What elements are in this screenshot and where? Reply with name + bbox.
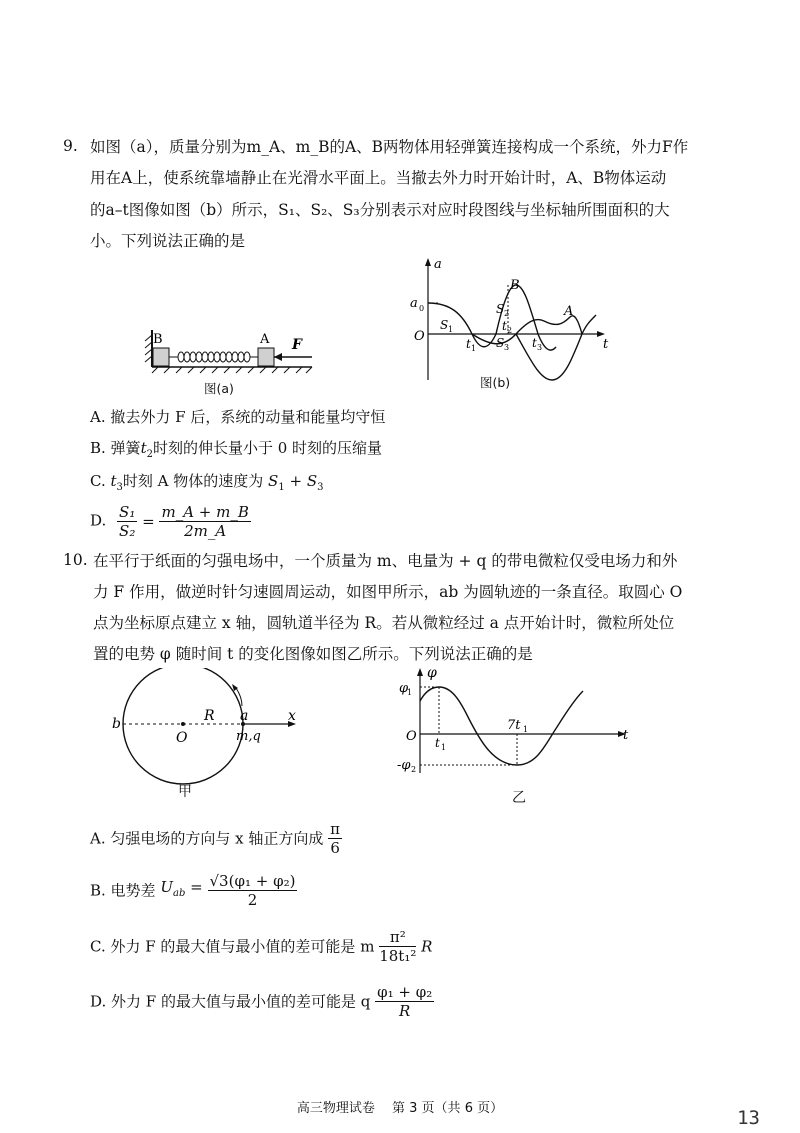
q10-option-A [90, 820, 342, 857]
q9-option-B-post: 时刻的伸长量小于 0 时刻的压缩量 [152, 439, 383, 457]
fig-b-S2: S [496, 302, 505, 316]
fig-b-curve-A: A [564, 304, 574, 319]
q10-option-B-num: √3(φ₁ + φ₂) [209, 872, 296, 890]
q9-option-A: A. 撤去外力 F 后，系统的动量和能量均守恒 [90, 408, 386, 426]
q10-option-A-den: 6 [330, 839, 340, 857]
fig-a-caption: 图(a) [204, 381, 234, 396]
q10-stem-line-3: 点为坐标原点建立 x 轴，圆轨道半径为 R。若从微粒经过 a 点开始计时，微粒所处位 [93, 614, 675, 632]
page-footer: 高三物理试卷 第 3 页（共 6 页） [296, 1101, 504, 1116]
q10-option-C-post: R [421, 937, 433, 956]
q9-option-D-rhs-den: 2m_A [184, 522, 227, 540]
fig-b-S1: S [440, 318, 449, 332]
figure-b-a-t-graph [400, 255, 620, 385]
fig-yi-caption: 乙 [512, 790, 526, 806]
q9-option-D-lhs-num: S₁ [119, 503, 136, 521]
fig-b-curve-B: B [510, 278, 520, 293]
q9-option-C: C. $t_3$时刻 A 物体的速度为 $S_1 + S_3$ [90, 472, 324, 493]
fig-b-axis-a: a [434, 257, 442, 272]
q9-stem-line-4: 小。下列说法正确的是 [90, 232, 246, 250]
fig-b-t3: t [532, 336, 537, 350]
q10-option-A-pre: A. 匀强电场的方向与 x 轴正方向成 [90, 829, 324, 848]
fig-b-t1-sub: 1 [471, 344, 477, 353]
fig-jia-caption: 甲 [178, 784, 192, 800]
fig-yi-7t1: 7t [507, 718, 521, 733]
fig-jia-R: R [204, 708, 215, 724]
fig-b-S1-sub: 1 [448, 325, 454, 334]
figure-jia-circle [110, 668, 310, 788]
q10-option-B: B. 电势差 $U_{ab}$ = $\frac{\text{√3(φ₁ + φ₂)}}{2}$ [90, 872, 296, 909]
fig-jia-x: x [288, 708, 296, 724]
fig-b-axis-t: t [603, 337, 609, 352]
q9-option-B-pre: B. 弹簧 [90, 439, 141, 457]
fig-yi-phi1: φ [399, 681, 409, 696]
q10-stem-line-1: 在平行于纸面的匀强电场中，一个质量为 m、电量为 + q 的带电微粒仅受电场力和外 [93, 552, 678, 570]
fig-b-S3-sub: 3 [504, 343, 510, 352]
fig-jia-a: a [240, 708, 249, 724]
fig-yi-t1: t [435, 736, 440, 750]
q10-stem-line-2: 力 F 作用，做逆时针匀速圆周运动，如图甲所示，ab 为圆轨迹的一条直径。取圆心 O [93, 583, 683, 601]
fig-b-S3: S [496, 336, 505, 350]
fig-a-label-F: F [292, 337, 302, 353]
fig-yi-phi2-sub: 2 [411, 765, 417, 774]
q9-stem-line-3: 的a–t图像如图（b）所示，S₁、S₂、S₃分别表示对应时段图线与坐标轴所围面积的大 [90, 201, 670, 219]
fig-yi-7t1-sub: 1 [523, 725, 529, 734]
q9-option-D: D. $\frac{\text{S₁}}{\text{S₂}}$ = $\frac{m\_A + m\_B}{2m\_A}$ [90, 503, 249, 540]
fig-b-t3-sub: 3 [537, 343, 543, 352]
q9-option-B: B. 弹簧$t_2$时刻的伸长量小于 0 时刻的压缩量 [90, 439, 383, 460]
fig-jia-O: O [176, 730, 188, 746]
q10-option-D-den: R [399, 1002, 411, 1020]
fig-yi-phi1-sub: 1 [407, 688, 413, 697]
figure-yi-phi-t-graph [395, 665, 640, 780]
q9-option-C-mid: 时刻 A 物体的速度为 [122, 472, 264, 490]
fig-b-t1: t [466, 337, 471, 351]
q9-stem-line-1: 如图（a），质量分别为m_A、m_B的A、B两物体用轻弹簧连接构成一个系统，外力F作 [90, 138, 689, 156]
question-9-number: 9. [63, 137, 78, 155]
fig-jia-b: b [112, 716, 121, 732]
q10-option-A-num: π [330, 820, 341, 838]
q10-option-D-num: φ₁ + φ₂ [377, 983, 433, 1001]
q10-option-D [90, 983, 434, 1020]
q10-option-C-pre: C. 外力 F 的最大值与最小值的差可能是 m [90, 937, 375, 956]
q10-option-D-pre: D. 外力 F 的最大值与最小值的差可能是 q [90, 992, 371, 1011]
fig-a-label-B: B [153, 332, 163, 347]
q10-option-B-pre: B. 电势差 [90, 881, 156, 900]
fig-yi-axis-phi: φ [427, 665, 437, 681]
q10-option-C-num: π² [379, 928, 416, 947]
fig-b-t2: t [502, 319, 507, 333]
q9-option-D-lhs-den: S₂ [119, 522, 136, 540]
q9-stem-line-2: 用在A上，使系统靠墙静止在光滑水平面上。当撤去外力时开始计时，A、B物体运动 [90, 169, 667, 187]
fig-b-a0-sub: 0 [419, 304, 425, 313]
fig-b-t2-sub: 2 [507, 326, 513, 335]
fig-yi-origin: O [406, 729, 417, 744]
page-number: 13 [737, 1107, 760, 1129]
fig-b-caption: 图(b) [480, 375, 511, 390]
fig-a-label-A: A [260, 332, 270, 347]
fig-yi-t1-sub: 1 [441, 743, 447, 752]
question-10-number: 10. [63, 551, 88, 569]
q9-option-C-pre: C. [90, 472, 111, 490]
fig-b-S2-sub: 2 [504, 309, 510, 318]
fig-jia-mq: m,q [236, 729, 261, 744]
fig-b-origin: O [414, 329, 425, 344]
q10-option-C [90, 928, 432, 965]
q9-option-D-rhs-num: m_A + m_B [161, 503, 249, 521]
fig-yi-phi2: -φ [397, 758, 411, 773]
q10-option-C-den: 18t₁² [379, 947, 417, 965]
fig-yi-axis-t: t [623, 728, 629, 743]
fig-b-a0: a [410, 296, 418, 311]
q10-option-B-den: 2 [247, 891, 258, 909]
q10-stem-line-4: 置的电势 φ 随时间 t 的变化图像如图乙所示。下列说法正确的是 [93, 645, 533, 663]
q9-option-D-pre: D. [90, 511, 107, 530]
